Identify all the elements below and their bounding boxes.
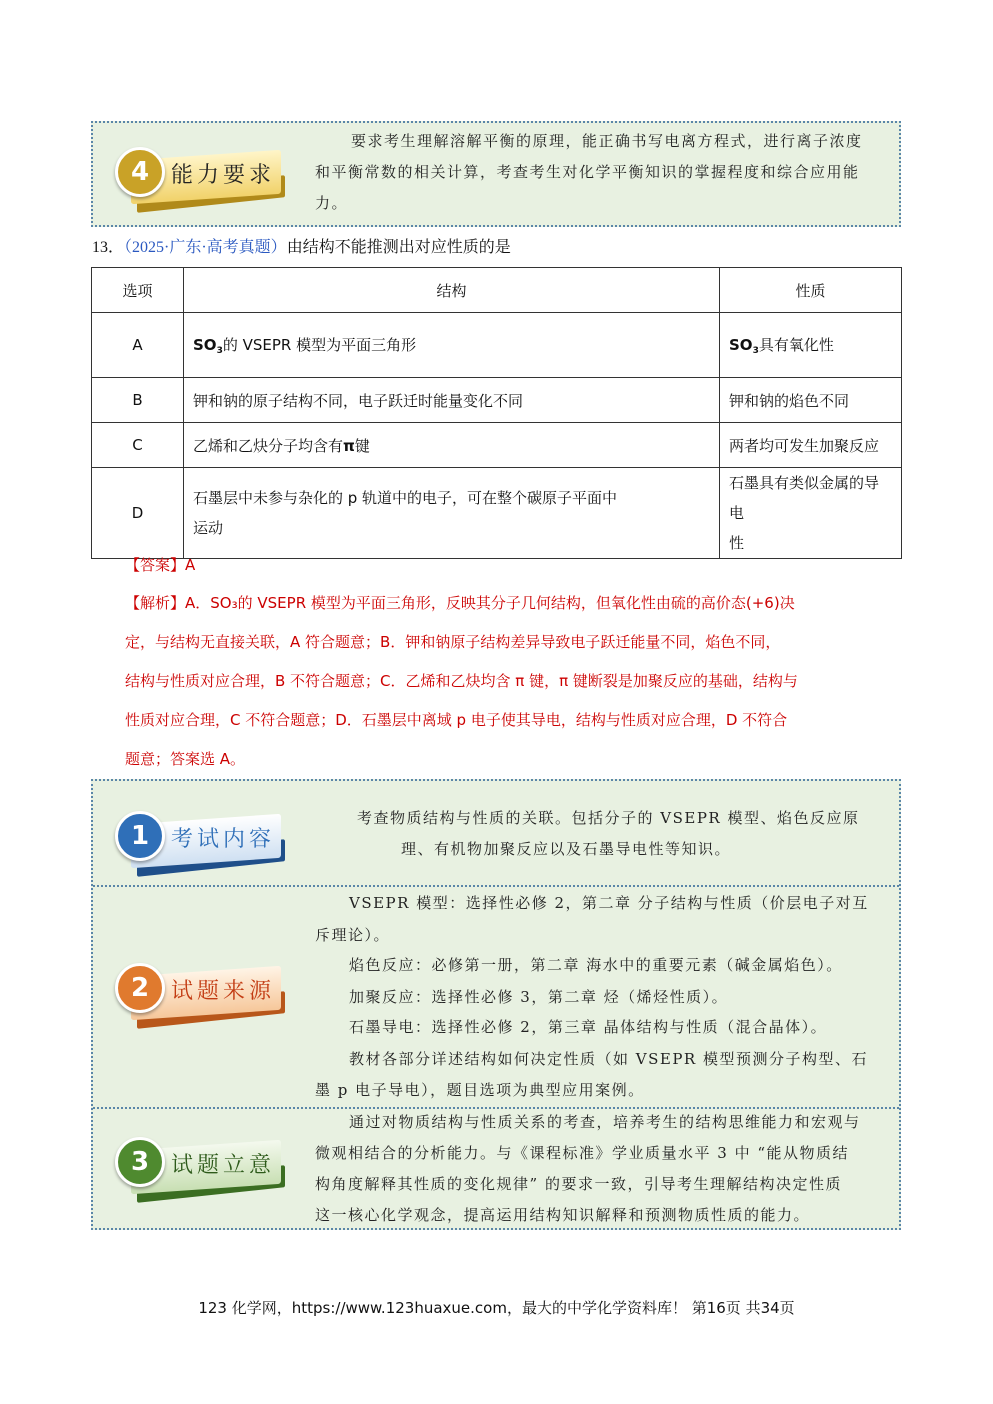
structure-line-1: 石墨层中未参与杂化的 p 轨道中的电子，可在整个碳原子平面中 [193, 489, 618, 507]
table-row [92, 378, 902, 423]
structure-cell [184, 423, 720, 468]
header-structure: 结构 [184, 268, 720, 313]
options-table [91, 267, 902, 559]
section-badge-intent [115, 1129, 285, 1199]
ability-line-1: 要求考生理解溶解平衡的原理，能正确书写电离方程式，进行离子浓度 [351, 132, 863, 150]
page-footer: 123 化学网，https://www.123huaxue.com，最大的中学化学资料库！ 第16页 共34页 [198, 1299, 795, 1317]
ability-badge [115, 139, 285, 209]
analysis-line-1: 【解析】A．SO₃的 VSEPR 模型为平面三角形，反映其分子几何结构，但氧化性由硫的高价态(+6)决 [125, 594, 795, 612]
option-cell: A [92, 313, 184, 378]
structure-text: 乙烯和乙炔分子均含有 [193, 436, 344, 455]
section-badge-source [115, 955, 285, 1025]
badge-number: 2 [115, 963, 165, 1013]
table-row [92, 423, 902, 468]
formula-subscript: 3 [752, 346, 759, 356]
analysis-line-3: 结构与性质对应合理，B 不符合题意；C．乙烯和乙炔均含 π 键，π 键断裂是加聚反应的基础，结构与 [125, 672, 798, 690]
intent-line-3: 构角度解释其性质的变化规律” 的要求一致，引导考生理解结构决定性质 [315, 1175, 842, 1193]
structure-cell [184, 468, 720, 559]
intent-line-2: 微观相结合的分析能力。与《课程标准》学业质量水平 3 中 “能从物质结 [315, 1144, 850, 1162]
badge-label: 试题立意 [170, 1152, 275, 1178]
badge-number: 4 [115, 147, 165, 197]
content-line-2: 理、有机物加聚反应以及石墨导电性等知识。 [401, 840, 732, 858]
content-line-1: 考查物质结构与性质的关联。包括分子的 VSEPR 模型、焰色反应原 [357, 809, 860, 827]
intent-line-4: 这一核心化学观念，提高运用结构知识解释和预测物质性质的能力。 [315, 1206, 811, 1224]
analysis-line-4: 性质对应合理，C 不符合题意；D．石墨层中离域 p 电子使其导电，结构与性质对应合理，D 不符合 [125, 711, 788, 729]
property-line-1: 石墨具有类似金属的导电 [729, 474, 880, 522]
formula-subscript: 3 [216, 346, 223, 356]
badge-label: 试题来源 [170, 978, 275, 1004]
analysis-panel [91, 779, 901, 1230]
option-cell: B [92, 378, 184, 423]
structure-line-2: 运动 [193, 519, 224, 537]
analysis-line-2: 定，与结构无直接关联，A 符合题意；B．钾和钠原子结构差异导致电子跃迁能量不同，焰色不同， [125, 633, 781, 651]
intent-line-1: 通过对物质结构与性质关系的考查，培养考生的结构思维能力和宏观与 [349, 1113, 861, 1131]
header-option: 选项 [92, 268, 184, 313]
question-text: 由结构不能推测出对应性质的是 [286, 237, 511, 256]
property-cell [720, 313, 902, 378]
option-cell: D [92, 468, 184, 559]
answer-value: A [185, 556, 196, 574]
structure-text: 键 [354, 436, 370, 455]
badge-number: 1 [115, 811, 165, 861]
answer-label: 【答案】 [125, 556, 186, 574]
table-header-row [92, 268, 902, 313]
source-line-4: 加聚反应：选择性必修 3，第二章 烃（烯烃性质）。 [349, 988, 729, 1006]
source-line-1: VSEPR 模型：选择性必修 2，第二章 分子结构与性质（价层电子对互 [349, 894, 869, 912]
property-line-2: 性 [729, 534, 745, 552]
badge-label: 考试内容 [170, 826, 275, 852]
source-line-7: 墨 p 电子导电），题目选项为典型应用案例。 [315, 1081, 645, 1099]
analysis-label: 【解析】 [125, 594, 186, 612]
source-line-2: 斥理论）。 [315, 926, 391, 944]
source-line-5: 石墨导电：选择性必修 2，第三章 晶体结构与性质（混合晶体）。 [349, 1018, 828, 1036]
property-cell: 钾和钠的焰色不同 [720, 378, 902, 423]
source-line-6: 教材各部分详述结构如何决定性质（如 VSEPR 模型预测分子构型、石 [349, 1050, 868, 1068]
pi-symbol: π [343, 436, 355, 455]
source-line-3: 焰色反应：必修第一册，第二章 海水中的重要元素（碱金属焰色）。 [349, 956, 843, 974]
header-property: 性质 [720, 268, 902, 313]
structure-text: 的 VSEPR 模型为平面三角形 [222, 336, 417, 354]
question-stem [92, 234, 511, 257]
analysis-block [125, 584, 901, 779]
property-text: 具有氧化性 [758, 336, 834, 354]
formula: SO [729, 336, 753, 354]
badge-number: 3 [115, 1137, 165, 1187]
analysis-line-5: 题意；答案选 A。 [125, 750, 246, 768]
question-number: 13． [92, 239, 125, 256]
answer-line [125, 554, 195, 575]
ability-panel [91, 121, 901, 227]
formula: SO [193, 336, 217, 354]
badge-label: 能力要求 [170, 162, 275, 188]
structure-cell: 钾和钠的原子结构不同，电子跃迁时能量变化不同 [184, 378, 720, 423]
table-row [92, 313, 902, 378]
property-cell [720, 468, 902, 559]
ability-line-2: 和平衡常数的相关计算，考查考生对化学平衡知识的掌握程度和综合应用能 [315, 163, 860, 181]
structure-cell [184, 313, 720, 378]
question-source: （2025·广东·高考真题） [124, 239, 287, 256]
ability-line-3: 力。 [315, 194, 349, 212]
section-divider [93, 885, 899, 887]
table-row [92, 468, 902, 559]
property-cell: 两者均可发生加聚反应 [720, 423, 902, 468]
option-cell: C [92, 423, 184, 468]
section-badge-content [115, 803, 285, 873]
